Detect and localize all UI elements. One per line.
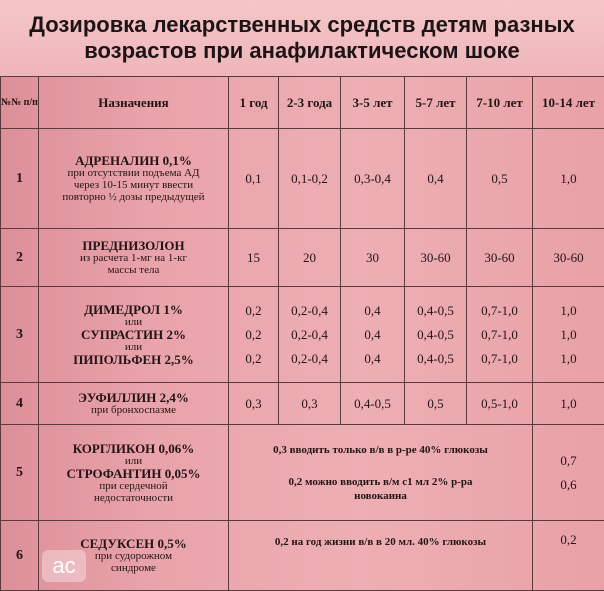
- dose-value: 0,4-0,5: [417, 350, 454, 366]
- or-label: или: [124, 454, 143, 467]
- dose-span-cell: [229, 521, 533, 591]
- table-row: [1, 129, 604, 229]
- dose-value: 0,7-1,0: [481, 302, 518, 318]
- drug-cell: [39, 287, 229, 383]
- dose-cell: 0,1-0,2: [279, 129, 341, 229]
- dose-value: 0,6: [560, 476, 577, 492]
- dose-value: 0,2: [245, 350, 262, 366]
- dose-cell: [279, 287, 341, 383]
- drug-name: СУПРАСТИН 2%: [81, 327, 186, 342]
- drug-cell: [39, 383, 229, 425]
- dose-cell: 1,0: [533, 129, 604, 229]
- dose-cell: 15: [229, 229, 279, 287]
- dose-value: 0,7-1,0: [481, 326, 518, 342]
- dose-cell: 0,3: [229, 383, 279, 425]
- dose-cell: 0,5-1,0: [467, 383, 533, 425]
- drug-name: ПРЕДНИЗОЛОН: [82, 238, 185, 253]
- dose-cell: 0,4-0,5: [341, 383, 405, 425]
- header-age-1: 1 год: [229, 77, 279, 129]
- dose-cell: 0,1: [229, 129, 279, 229]
- dose-value: 1,0: [560, 350, 577, 366]
- header-age-2: 2-3 года: [279, 77, 341, 129]
- table-row: [1, 383, 604, 425]
- dose-cell: [405, 287, 467, 383]
- dose-value: 0,4-0,5: [417, 302, 454, 318]
- title-line-2: возрастов при анафилактическом шоке: [84, 38, 520, 63]
- dose-value: 0,2-0,4: [291, 326, 328, 342]
- dosage-table: [0, 76, 604, 591]
- dose-instruction: 0,2 можно вводить в/м с1 мл 2% р-ра новокаина: [288, 475, 473, 502]
- table-row: [1, 229, 604, 287]
- dose-value: 0,4: [364, 350, 381, 366]
- dose-cell: 0,4: [405, 129, 467, 229]
- header-age-6: 10-14 лет: [533, 77, 604, 129]
- dose-cell: 30-60: [533, 229, 604, 287]
- dose-span-cell: [229, 425, 533, 521]
- drug-note: при бронхоспазме: [90, 404, 177, 416]
- dose-cell: [533, 425, 604, 521]
- dose-value: 1,0: [560, 326, 577, 342]
- row-number: 1: [1, 129, 39, 229]
- drug-note: из расчета 1-мг на 1-кг массы тела: [80, 252, 187, 276]
- dose-cell: 30-60: [467, 229, 533, 287]
- dose-value: 0,2: [245, 302, 262, 318]
- drug-name: ЭУФИЛЛИН 2,4%: [78, 390, 189, 405]
- dose-cell: [467, 287, 533, 383]
- title-band: [0, 0, 604, 76]
- dose-value: 0,4-0,5: [417, 326, 454, 342]
- drug-note: при отсутствии подъема АД через 10-15 минут ввести повторно ½ дозы предыдущей: [62, 167, 205, 203]
- drug-note: при судорожном синдроме: [94, 550, 173, 574]
- dose-cell: [341, 287, 405, 383]
- watermark-logo: ac: [42, 550, 86, 582]
- header-age-4: 5-7 лет: [405, 77, 467, 129]
- header-row: [1, 77, 604, 129]
- dose-value: 0,2-0,4: [291, 350, 328, 366]
- table-row: [1, 425, 604, 521]
- row-number: 3: [1, 287, 39, 383]
- drug-name: СТРОФАНТИН 0,05%: [66, 465, 201, 481]
- dose-value: 0,4: [364, 326, 381, 342]
- drug-note: при сердечной недостаточности: [93, 479, 174, 504]
- header-age-3: 3-5 лет: [341, 77, 405, 129]
- dose-cell: 0,3: [279, 383, 341, 425]
- drug-name: ДИМЕДРОЛ 1%: [84, 302, 183, 317]
- dose-cell: 0,5: [405, 383, 467, 425]
- dosage-table-sheet: [0, 76, 604, 591]
- dose-cell: 0,3-0,4: [341, 129, 405, 229]
- or-label: или: [124, 316, 143, 328]
- dose-cell: [533, 287, 604, 383]
- drug-name: КОРГЛИКОН 0,06%: [72, 440, 195, 456]
- dose-value: 0,2: [245, 326, 262, 342]
- dose-cell: 20: [279, 229, 341, 287]
- dose-value: 1,0: [560, 302, 577, 318]
- dose-instruction: 0,3 вводить только в/в в р-ре 40% глюкозы: [273, 443, 488, 456]
- drug-name: ПИПОЛЬФЕН 2,5%: [73, 352, 194, 367]
- dose-cell: [229, 287, 279, 383]
- table-row: [1, 287, 604, 383]
- header-name: Назначения: [39, 77, 229, 129]
- dose-value: 0,7: [560, 452, 577, 468]
- row-number: 6: [1, 521, 39, 591]
- table-row: [1, 521, 604, 591]
- drug-name: АДРЕНАЛИН 0,1%: [75, 153, 192, 168]
- drug-cell: [39, 229, 229, 287]
- dose-cell: 1,0: [533, 383, 604, 425]
- row-number: 2: [1, 229, 39, 287]
- dose-value: 0,4: [364, 302, 381, 318]
- dose-instruction: 0,2 на год жизни в/в в 20 мл. 40% глюкозы: [274, 536, 487, 548]
- dose-cell: 30: [341, 229, 405, 287]
- page-title: [29, 12, 574, 64]
- header-age-5: 7-10 лет: [467, 77, 533, 129]
- dose-value: 0,2-0,4: [291, 302, 328, 318]
- row-number: 4: [1, 383, 39, 425]
- header-num: №№ п/п: [1, 77, 39, 129]
- dose-cell: 0,5: [467, 129, 533, 229]
- drug-cell: [39, 129, 229, 229]
- dose-cell: 0,2: [533, 521, 604, 591]
- dose-value: 0,7-1,0: [481, 350, 518, 366]
- or-label: или: [124, 341, 143, 353]
- drug-cell: [39, 425, 229, 521]
- drug-name: СЕДУКСЕН 0,5%: [80, 536, 187, 551]
- dose-cell: 30-60: [405, 229, 467, 287]
- row-number: 5: [1, 425, 39, 521]
- title-line-1: Дозировка лекарственных средств детям разных: [29, 12, 575, 37]
